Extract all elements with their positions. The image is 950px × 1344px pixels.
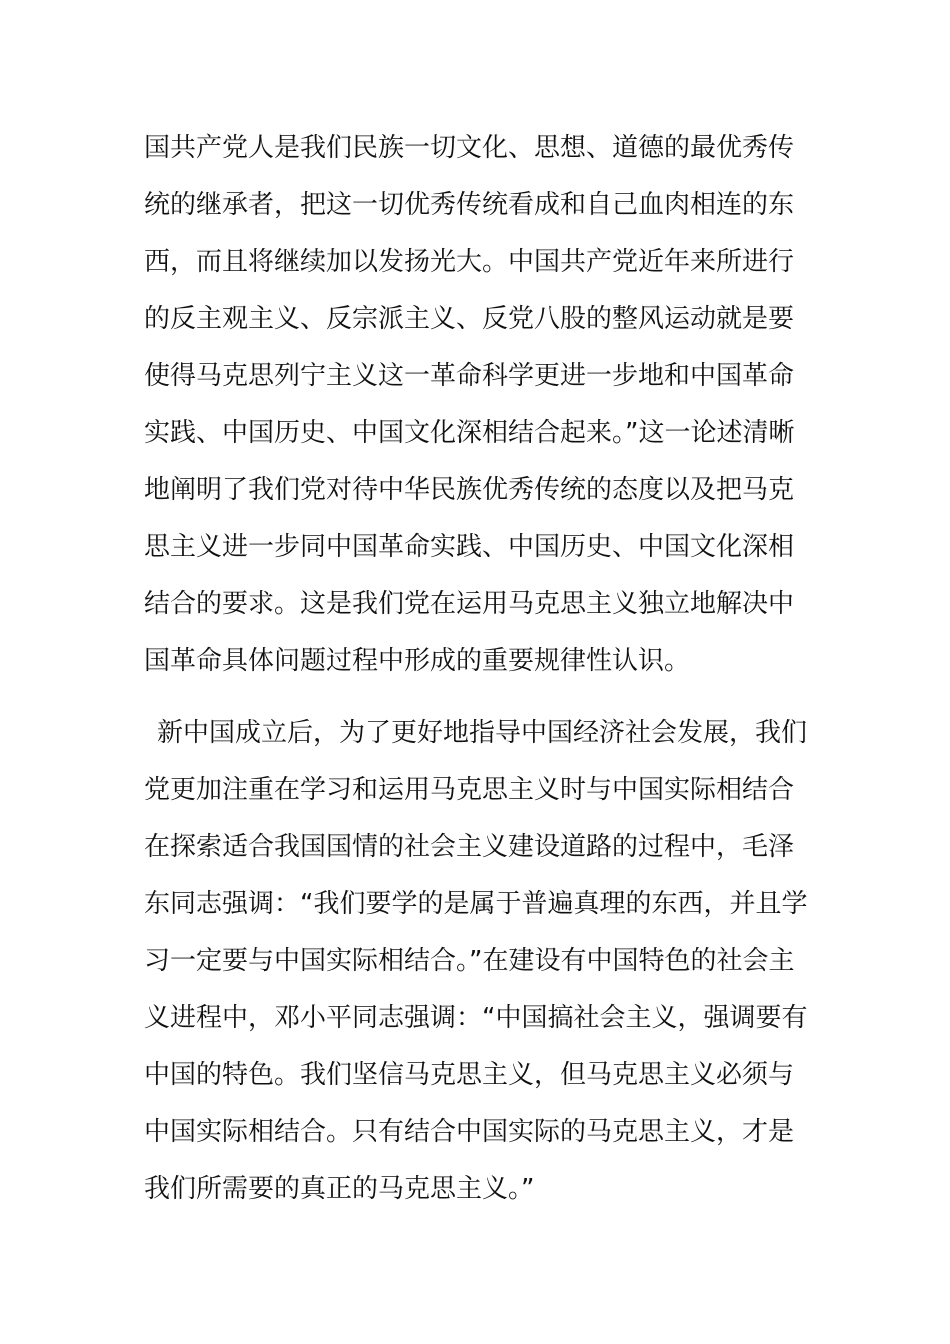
paragraph-line: 在探索适合我国国情的社会主义建设道路的过程中，毛泽 (144, 832, 795, 862)
paragraph-line: 思主义进一步同中国革命实践、中国历史、中国文化深相 (144, 532, 795, 562)
paragraph-line: 的反主观主义、反宗派主义、反党八股的整风运动就是要 (144, 304, 795, 334)
paragraph-line: 义进程中，邓小平同志强调：“中国搞社会主义，强调要有 (144, 1003, 808, 1033)
paragraph-line: 习一定要与中国实际相结合。”在建设有中国特色的社会主 (144, 946, 795, 976)
paragraph-line: 使得马克思列宁主义这一革命科学更进一步地和中国革命 (144, 361, 795, 391)
paragraph-1 (144, 120, 814, 690)
paragraph-line: 党更加注重在学习和运用马克思主义时与中国实际相结合 (144, 775, 795, 805)
paragraph-2 (144, 705, 814, 1218)
paragraph-line: 西，而且将继续加以发扬光大。中国共产党近年来所进行 (144, 247, 795, 277)
paragraph-line: 国革命具体问题过程中形成的重要规律性认识。 (144, 646, 691, 676)
paragraph-line: 结合的要求。这是我们党在运用马克思主义独立地解决中 (144, 589, 795, 619)
paragraph-line: 东同志强调：“我们要学的是属于普遍真理的东西，并且学 (144, 889, 808, 919)
paragraph-line: 我们所需要的真正的马克思主义。” (144, 1174, 535, 1204)
paragraph-line: 国共产党人是我们民族一切文化、思想、道德的最优秀传 (144, 133, 795, 163)
paragraph-line: 地阐明了我们党对待中华民族优秀传统的态度以及把马克 (144, 475, 795, 505)
paragraph-line: 实践、中国历史、中国文化深相结合起来。”这一论述清晰 (144, 418, 795, 448)
paragraph-line: 中国实际相结合。只有结合中国实际的马克思主义，才是 (144, 1117, 795, 1147)
paragraph-line: 新中国成立后，为了更好地指导中国经济社会发展，我们 (157, 718, 808, 748)
paragraph-line: 统的继承者，把这一切优秀传统看成和自己血肉相连的东 (144, 190, 795, 220)
paragraph-line: 中国的特色。我们坚信马克思主义，但马克思主义必须与 (144, 1060, 795, 1090)
